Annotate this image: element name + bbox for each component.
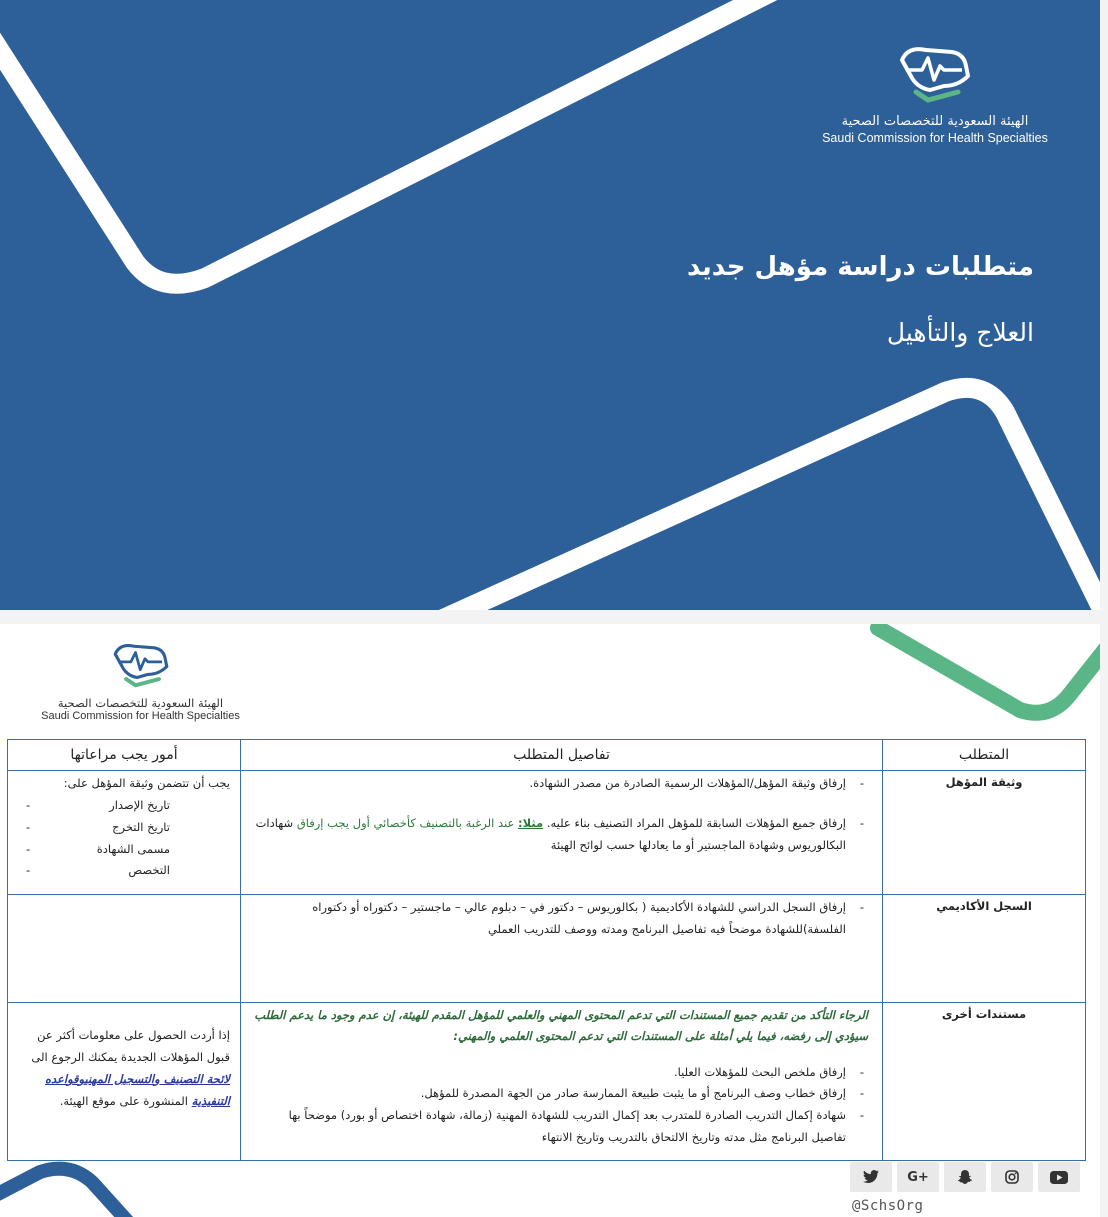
table-header-row [8,740,1086,771]
cover-slide [0,0,1100,610]
table-row [8,1003,1086,1161]
notes-text: إذا أردت الحصول على معلومات أكثر عن قبول المؤهلات الجديدة يمكنك الرجوع الى [31,1028,230,1064]
example-label: مثلا: [518,815,544,830]
slide-logo-english: Saudi Commission for Health Specialties [41,710,240,722]
notes-item: تاريخ الإصدار - [18,795,230,817]
and-link-joiner: و [78,1071,85,1086]
row-details-academic-record [241,895,883,1003]
row-notes-other-documents [8,1003,241,1161]
google-plus-label: G+ [907,1169,929,1185]
row-name-qualification: وثيقة المؤهل [883,771,1086,895]
example-text: عند الرغبة بالتصنيف كأخصائي أول يجب إرفاق [296,815,515,830]
header-requirement: المتطلب [883,740,1086,771]
detail-item: - إرفاق ملخص البحث للمؤهلات العليا. [251,1062,868,1084]
row-details-other-documents [241,1003,883,1161]
social-icons [850,1162,1080,1192]
slide-logo [18,640,263,722]
schs-logo-icon [892,42,978,106]
detail-item: - إرفاق السجل الدراسي للشهادة الأكاديمية ( بكالوريوس – دكتور في – دبلوم عالي – ماجستير – دكتوراه أو دكتوراه الفلسفة)للشهادة موضحاً فيه تفاصيل البرنامج ومدته ووصف للتدريب العملي [251,897,868,941]
social-handle: @SchsOrg [852,1198,924,1214]
cover-logo-english: Saudi Commission for Health Specialties [822,131,1048,145]
row-name-academic-record: السجل الأكاديمي [883,895,1086,1003]
detail-text: إرفاق جميع المؤهلات السابقة للمؤهل المراد التصنيف بناء عليه. [546,815,846,830]
row-name-other-documents: مستندات أخرى [883,1003,1086,1161]
instagram-icon[interactable] [991,1162,1033,1192]
cover-subtitle: العلاج والتأهيل [886,318,1034,347]
cover-logo [815,42,1055,145]
slide-separator [0,610,1108,624]
notes-item: تاريخ التخرج - [18,817,230,839]
requirements-table [7,739,1086,1161]
schs-logo-icon [101,640,181,690]
row-details-qualification [241,771,883,895]
notes-text: المنشورة على موقع الهيئة. [59,1093,188,1108]
detail-item: - إرفاق خطاب وصف البرنامج أو ما يثبت طبيعة الممارسة صادر من الجهة المصدرة للمؤهل. [251,1083,868,1105]
executive-rules-link[interactable]: قواعده التنفيذية [44,1071,230,1108]
cover-title: متطلبات دراسة مؤهل جديد [686,252,1034,282]
cover-logo-arabic: الهيئة السعودية للتخصصات الصحية [841,114,1029,129]
notes-intro: يجب أن تتضمن وثيقة المؤهل على: [63,776,230,790]
snapchat-icon[interactable] [944,1162,986,1192]
example-text-cont: شهادات البكالوريوس وشهادة الماجستير أو ما يعادلها حسب لوائح الهيئة [255,815,846,852]
regulation-link[interactable]: لائحة التصنيف والتسجيل المهني [84,1071,230,1086]
notes-item: مسمى الشهادة - [18,839,230,861]
slide-logo-arabic: الهيئة السعودية للتخصصات الصحية [57,696,224,710]
youtube-icon[interactable] [1038,1162,1080,1192]
header-details: تفاصيل المتطلب [241,740,883,771]
requirements-slide [0,624,1100,1217]
detail-item: - إرفاق وثيقة المؤهل/المؤهلات الرسمية الصادرة من مصدر الشهادة. [251,773,868,795]
table-row [8,895,1086,1003]
detail-item: - شهادة إكمال التدريب الصادرة للمتدرب بعد إكمال التدريب للشهادة المهنية (زمالة، شهادة اختصاص أو بورد) موضحاً بها تفاصيل البرنامج مثل مدته وتاريخ الالتحاق بالتدريب وتاريخ الانتهاء [251,1105,868,1149]
row-notes-qualification [8,771,241,895]
twitter-icon[interactable] [850,1162,892,1192]
table-row [8,771,1086,895]
row-notes-academic-record [8,895,241,1003]
google-plus-icon[interactable] [897,1162,939,1192]
other-docs-intro: الرجاء التأكد من تقديم جميع المستندات التي تدعم المحتوى المهني والعلمي للمؤهل المقدم للهيئة، إن عدم وجود ما يدعم الطلب سيؤدي إلى رفضه، فيما يلي أمثلة على المستندات التي تدعم المحتوى العلمي والمهني: [254,1008,868,1044]
page-right-margin [1100,0,1108,1217]
header-notes: أمور يجب مراعاتها [8,740,241,771]
detail-item [251,813,868,857]
notes-item: التخصص - [18,860,230,882]
